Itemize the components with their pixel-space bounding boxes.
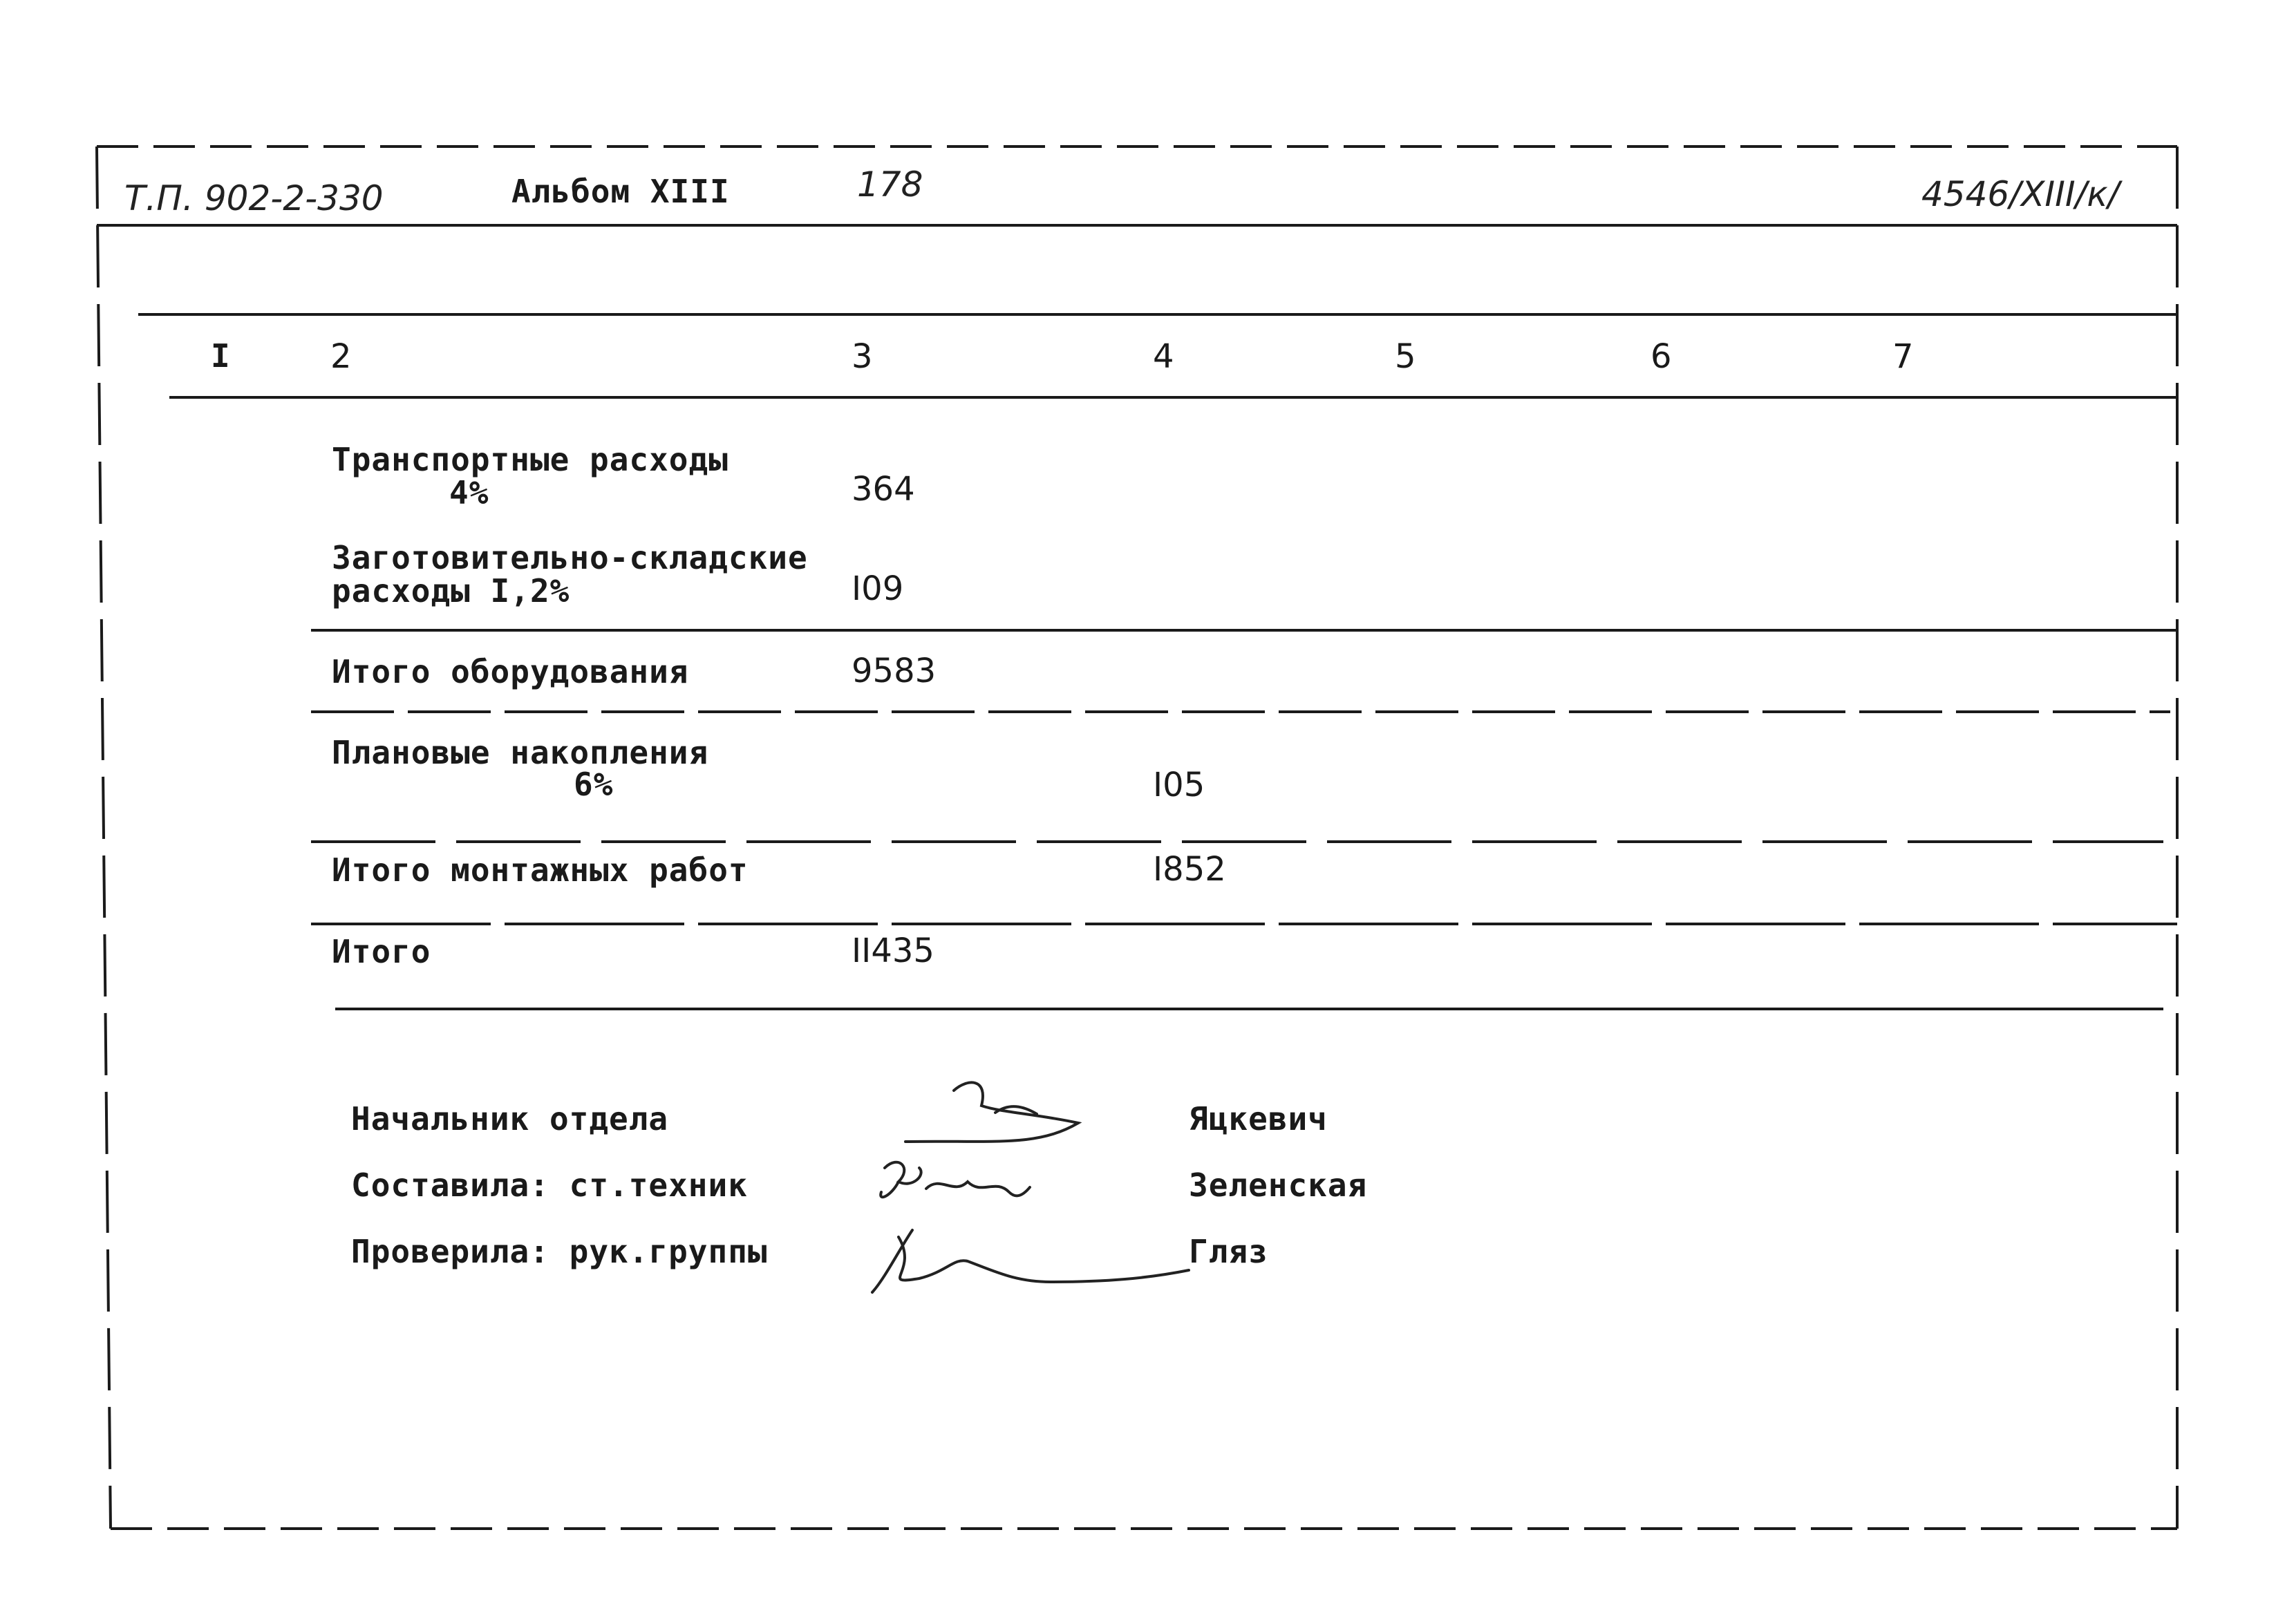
row-label: Плановые накопления (332, 734, 709, 771)
album-label: Альбом XIII (511, 173, 730, 210)
signature-stroke-3 (872, 1230, 1189, 1292)
row-value-col3: 9583 (852, 652, 937, 690)
row-sublabel: расходы I,2% (332, 572, 570, 610)
signature-name: Зеленская (1189, 1167, 1368, 1204)
page-number: 178 (857, 164, 923, 205)
row-value-col3: 364 (852, 470, 915, 509)
row-sublabel: 6% (574, 766, 614, 803)
row-label: Итого монтажных работ (332, 851, 749, 889)
project-code: Т.П. 902-2-330 (124, 178, 384, 218)
column-header-3: 3 (852, 337, 873, 376)
row-sublabel: 4% (449, 474, 489, 511)
column-header-4: 4 (1153, 337, 1174, 376)
signature-stroke-1 (905, 1082, 1078, 1142)
signature-name: Яцкевич (1189, 1100, 1328, 1137)
row-value-col3: II435 (852, 932, 934, 970)
signature-role: Проверила: рук.группы (351, 1233, 768, 1270)
column-header-2: 2 (330, 337, 352, 376)
row-value-col4: I05 (1153, 766, 1205, 804)
row-value-col4: I852 (1153, 850, 1226, 889)
signature-stroke-2 (881, 1162, 921, 1198)
column-header-6: 6 (1651, 337, 1672, 376)
column-header-7: 7 (1892, 337, 1914, 376)
row-label: Итого оборудования (332, 653, 689, 690)
signature-role: Начальник отдела (351, 1100, 669, 1137)
reference-code: 4546/XIII/к/ (1921, 174, 2120, 214)
column-header-5: 5 (1395, 337, 1416, 376)
column-header-1: I (211, 337, 231, 375)
row-value-col3: I09 (852, 569, 904, 608)
signature-role: Составила: ст.техник (351, 1167, 748, 1204)
row-label: Транспортные расходы (332, 441, 728, 478)
signature-stroke-2b (926, 1182, 1030, 1196)
row-label: Заготовительно-складские (332, 539, 808, 576)
row-label: Итого (332, 933, 431, 970)
signature-name: Гляз (1189, 1233, 1268, 1270)
